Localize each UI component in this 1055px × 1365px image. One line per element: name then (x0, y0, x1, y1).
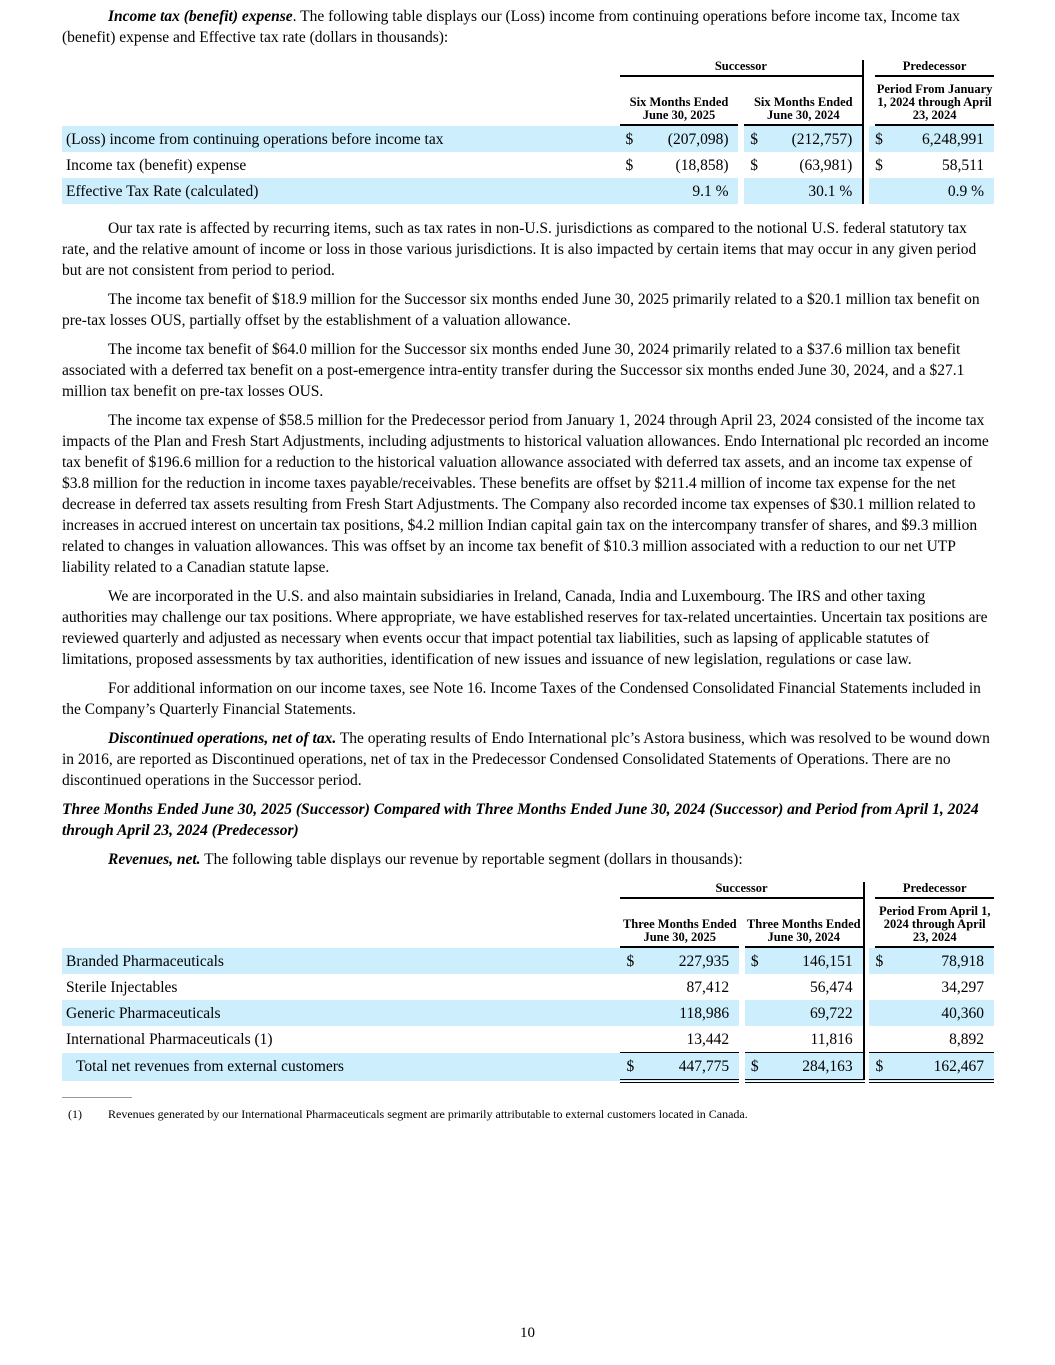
paragraph-text: The following table displays our revenue by reportable segment (dollars in thousands): (200, 851, 743, 868)
currency-symbol: $ (744, 126, 772, 152)
cell-value: 58,511 (941, 156, 984, 174)
table-row (62, 1053, 994, 1082)
column-header (745, 899, 864, 948)
cell-value: (63,981) (799, 156, 853, 174)
paragraph: For additional information on our income taxes, see Note 16. Income Taxes of the Condensed Consolidated Financial Statements included in the Company’s Quarterly Financial Statements. (62, 680, 981, 718)
row-label: (Loss) income from continuing operations before income tax (62, 126, 620, 152)
cell-value: 69,722 (773, 1000, 864, 1026)
currency-symbol (745, 1000, 773, 1026)
table-row (62, 948, 994, 974)
table-group-header-row (62, 882, 994, 899)
row-label: Generic Pharmaceuticals (62, 1000, 620, 1026)
cell-value: 87,412 (686, 978, 730, 996)
row-label: Income tax (benefit) expense (66, 156, 247, 174)
column-header-text: Period From April 1, 2024 through April 23, 2024 (875, 899, 994, 948)
currency-symbol: $ (869, 126, 897, 152)
predecessor-label: Predecessor (875, 60, 994, 77)
section-lead: Revenues, net. (108, 851, 201, 868)
cell-value: 162,467 (897, 1053, 994, 1082)
currency-symbol: $ (869, 1053, 897, 1082)
paragraph: Our tax rate is affected by recurring items, such as tax rates in non-U.S. jurisdictions as compared to the notional U.S. federal statutory tax rate, and the relative amount of income or loss in those various jurisdictions. It is also impacted by certain items that may occur in any given period but are not consistent from period to period. (62, 220, 977, 279)
spacer-cell (62, 882, 620, 899)
column-header (744, 77, 863, 126)
cell-value: 11,816 (810, 1030, 853, 1048)
column-header-text: Six Months Ended June 30, 2024 (744, 90, 862, 126)
spacer-cell (62, 60, 620, 77)
currency-symbol (620, 1026, 648, 1053)
cell-value: 146,151 (773, 948, 864, 974)
section-heading: Three Months Ended June 30, 2025 (Successor) Compared with Three Months Ended June 30, 2024 (Successor) and Period from April 1, 2024 through April 23, 2024 (Predecessor) (62, 801, 979, 839)
table-column-header-row (62, 77, 994, 126)
cell-value: 447,775 (648, 1053, 739, 1082)
column-header-text: Period From January 1, 2024 through April 23, 2024 (875, 77, 994, 126)
row-label: International Pharmaceuticals (1) (66, 1030, 273, 1048)
currency-symbol (869, 1026, 897, 1053)
table-row (62, 1026, 994, 1053)
cell-value: 6,248,991 (897, 126, 994, 152)
row-label: Total net revenues from external customers (62, 1053, 620, 1082)
row-label: Branded Pharmaceuticals (62, 948, 620, 974)
currency-symbol: $ (620, 948, 648, 974)
footnote-divider (62, 1097, 132, 1098)
cell-value: 227,935 (648, 948, 739, 974)
cell-value: 30.1 % (772, 178, 863, 204)
cell-value: 34,297 (941, 978, 984, 996)
section-lead: Income tax (benefit) expense (108, 8, 293, 25)
currency-symbol: $ (875, 156, 883, 174)
currency-symbol: $ (620, 1053, 648, 1082)
column-header (620, 899, 739, 948)
successor-label: Successor (620, 60, 863, 77)
cell-value: 284,163 (773, 1053, 864, 1082)
currency-symbol: $ (745, 948, 773, 974)
paragraph: The income tax benefit of $18.9 million for the Successor six months ended June 30, 2025 primarily related to a $20.1 million tax benefit on pre-tax losses OUS, partially offset by the establishment of a valuation allowance. (62, 291, 980, 329)
cell-value: (212,757) (772, 126, 863, 152)
cell-value: 8,892 (949, 1030, 984, 1048)
paragraph: We are incorporated in the U.S. and also maintain subsidiaries in Ireland, Canada, India and Luxembourg. The IRS and other taxing authorities may challenge our tax positions. Where appropriate, we have established reserves for tax-related uncertainties. Uncertain tax positions are reviewed quarterly and adjusted as necessary when events occur that impact potential tax liabilities, such as lapsing of applicable statutes of limitations, proposed assessments by tax authorities, identification of new issues and issuance of new legislation, regulations or case law. (62, 588, 988, 668)
cell-value: 118,986 (648, 1000, 739, 1026)
income-tax-table (62, 60, 994, 204)
successor-group-header (620, 60, 864, 77)
paragraph: The income tax benefit of $64.0 million for the Successor six months ended June 30, 2024 primarily related to a $37.6 million tax benefit associated with a deferred tax benefit on a post-emergence intra-entity transfer during the Successor six months ended June 30, 2024, and a $27.1 million tax benefit on pre-tax losses OUS. (62, 341, 965, 400)
column-header-text: Three Months Ended June 30, 2025 (620, 912, 739, 948)
currency-symbol (869, 974, 897, 1000)
successor-group-header (620, 882, 863, 899)
column-header-text: Three Months Ended June 30, 2024 (745, 912, 863, 948)
table-row (62, 126, 994, 152)
cell-value: 40,360 (897, 1000, 994, 1026)
successor-label: Successor (620, 882, 862, 899)
income-tax-intro (62, 6, 994, 48)
predecessor-group-header (869, 882, 994, 899)
section-lead: Discontinued operations, net of tax. (108, 730, 337, 747)
paragraph-text: . The following table displays our (Loss) income from continuing operations before income tax, Income tax (benefit) expense and Effective tax rate (dollars in thousands): (62, 8, 961, 46)
table-group-header-row (62, 60, 994, 77)
page-number: 10 (520, 1325, 535, 1341)
footnote-text: Revenues generated by our International Pharmaceuticals segment are primarily attributable to external customers located in Canada. (108, 1107, 748, 1121)
spacer-cell (62, 899, 620, 948)
table-column-header-row (62, 899, 994, 948)
currency-symbol (744, 178, 772, 204)
row-label: Effective Tax Rate (calculated) (62, 178, 620, 204)
currency-symbol (869, 178, 897, 204)
table-row (62, 178, 994, 204)
paragraph-text: The operating results of Endo International plc’s Astora business, which was resolved to be wound down in 2016, are reported as Discontinued operations, net of tax in the Predecessor Condensed Consolidated Statements of Operations. There are no discontinued operations in the Successor period. (62, 730, 990, 789)
spacer-cell (62, 77, 620, 126)
table-row (62, 152, 994, 178)
page-content (62, 6, 994, 1125)
column-header (869, 77, 994, 126)
cell-value: 13,442 (686, 1030, 730, 1048)
currency-symbol: $ (869, 948, 897, 974)
currency-symbol (620, 178, 648, 204)
row-label: Sterile Injectables (66, 978, 178, 996)
cell-value: 0.9 % (897, 178, 994, 204)
currency-symbol (745, 1026, 773, 1053)
currency-symbol (620, 1000, 648, 1026)
predecessor-group-header (869, 60, 994, 77)
currency-symbol (620, 974, 648, 1000)
currency-symbol (745, 974, 773, 1000)
cell-value: (207,098) (647, 126, 738, 152)
paragraph: The income tax expense of $58.5 million for the Predecessor period from January 1, 2024 through April 23, 2024 consisted of the income tax impacts of the Plan and Fresh Start Adjustments, including adjustments to historical valuation allowances. Endo International plc recorded an income tax benefit of $196.6 million for a reduction to the historical valuation allowance associated with deferred tax assets, and an income tax expense of $3.8 million for the reduction in income taxes payable/receivables. These benefits are offset by $211.4 million of income tax expense for the net decrease in deferred tax assets resulting from Fresh Start Adjustments. The Company also recorded income tax expenses of $30.1 million related to increases in accrued interest on uncertain tax positions, $4.2 million Indian capital gain tax on the intercompany transfer of shares, and $9.3 million related to changes in valuation allowances. This was offset by an income tax benefit of $10.3 million associated with a reduction to our net UTP liability related to a Canadian statute lapse. (62, 412, 989, 576)
cell-value: 56,474 (809, 978, 853, 996)
predecessor-label: Predecessor (875, 882, 994, 899)
currency-symbol: $ (745, 1053, 773, 1082)
column-header (620, 77, 739, 126)
revenue-table (62, 882, 994, 1083)
revenues-intro (62, 849, 994, 870)
table-row (62, 1000, 994, 1026)
cell-value: 9.1 % (647, 178, 738, 204)
column-header-text: Six Months Ended June 30, 2025 (620, 90, 739, 126)
cell-value: (18,858) (675, 156, 729, 174)
cell-value: 78,918 (897, 948, 994, 974)
discontinued-ops-paragraph (62, 728, 994, 791)
currency-symbol: $ (620, 126, 648, 152)
currency-symbol (869, 1000, 897, 1026)
footnote (62, 1104, 994, 1125)
currency-symbol: $ (625, 156, 634, 174)
table-row (62, 974, 994, 1000)
footnote-marker: (1) (68, 1107, 82, 1121)
column-header (869, 899, 994, 948)
currency-symbol: $ (750, 156, 759, 174)
